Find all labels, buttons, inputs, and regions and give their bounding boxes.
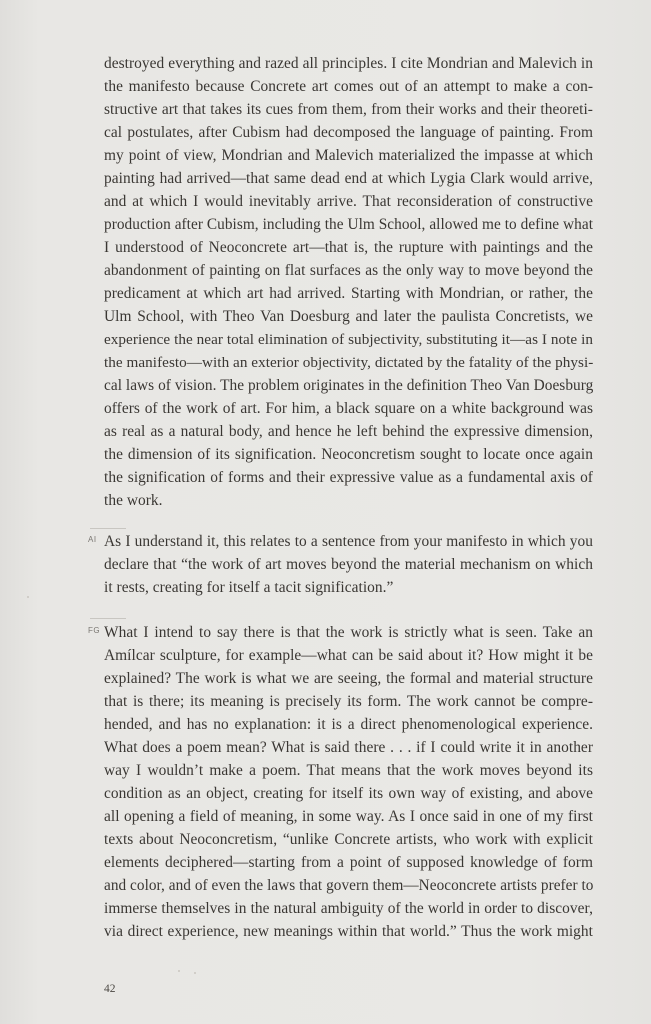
text-line: all opening a field of meaning, in some way. As I once said in one of my first (104, 808, 593, 825)
paper-speck (178, 970, 180, 972)
text-line: What I intend to say there is that the work is strictly what is seen. Take an (104, 624, 593, 641)
text-line: As I understand it, this relates to a sentence from your manifesto in which you (104, 533, 593, 550)
text-line: hended, and has no explanation: it is a direct phenomenological experience. (104, 716, 593, 733)
text-line: way I wouldn’t make a poem. That means that the work moves beyond its (104, 762, 593, 779)
paper-speck (194, 972, 196, 974)
text-line: it rests, creating for itself a tacit signification.” (104, 579, 394, 596)
text-line: Amílcar sculpture, for example—what can be said about it? How might it be (104, 647, 593, 664)
page-number: 42 (104, 983, 116, 995)
text-line: experience the near total elimination of subjectivity, substituting it—as I note in (104, 331, 593, 348)
speaker-rule (90, 618, 126, 619)
text-line: predicament at which art had arrived. Starting with Mondrian, or rather, the (104, 285, 593, 302)
text-line: the manifesto because Concrete art comes out of an attempt to make a con- (104, 78, 593, 95)
text-line: the dimension of its signification. Neoconcretism sought to locate once again (104, 446, 593, 463)
text-line: destroyed everything and razed all principles. I cite Mondrian and Malevich in (104, 55, 593, 72)
text-line: offers of the work of art. For him, a black square on a white background was (104, 400, 593, 417)
text-line: cal laws of vision. The problem originates in the definition Theo Van Doesburg (104, 377, 594, 394)
speaker-label-ai: AI (88, 535, 97, 544)
text-line: my point of view, Mondrian and Malevich materialized the impasse at which (104, 147, 593, 164)
text-line: immerse themselves in the natural ambiguity of the world in order to discover, (104, 900, 593, 917)
text-line: that is there; its meaning is precisely its form. The work cannot be compre- (104, 693, 593, 710)
paper-speck (27, 596, 29, 598)
text-line: and color, and of even the laws that govern them—Neoconcrete artists prefer to (104, 877, 594, 894)
text-line: the work. (104, 492, 163, 509)
text-line: Ulm School, with Theo Van Doesburg and later the paulista Concretists, we (104, 308, 593, 325)
text-line: the signification of forms and their expressive value as a fundamental axis of (104, 469, 593, 486)
text-line: declare that “the work of art moves beyond the material mechanism on which (104, 556, 593, 573)
text-line: and at which I would inevitably arrive. That reconsideration of constructive (104, 193, 593, 210)
speaker-label-fg: FG (88, 626, 101, 635)
text-line: elements deciphered—starting from a point of supposed knowledge of form (104, 854, 593, 871)
text-line: structive art that takes its cues from them, from their works and their theoreti- (104, 101, 593, 118)
text-line: cal postulates, after Cubism had decomposed the language of painting. From (104, 124, 593, 141)
text-line: production after Cubism, including the Ulm School, allowed me to define what (104, 216, 593, 233)
text-line: painting had arrived—that same dead end at which Lygia Clark would arrive, (104, 170, 593, 187)
text-line: explained? The work is what we are seeing, the formal and material structure (104, 670, 593, 687)
text-line: texts about Neoconcretism, “unlike Concrete artists, who work with explicit (104, 831, 593, 848)
text-line: the manifesto—with an exterior objectivity, dictated by the fatality of the physi- (104, 354, 594, 371)
text-line: I understood of Neoconcrete art—that is, the rupture with paintings and the (104, 239, 593, 256)
text-line: as real as a natural body, and hence he left behind the expressive dimension, (104, 423, 593, 440)
speaker-rule (90, 528, 126, 529)
text-line: via direct experience, new meanings within that world.” Thus the work might (104, 923, 593, 940)
text-line: condition as an object, creating for itself its own way of existing, and above (104, 785, 593, 802)
text-line: abandonment of painting on flat surfaces as the only way to move beyond the (104, 262, 593, 279)
text-line: What does a poem mean? What is said there . . . if I could write it in another (104, 739, 593, 756)
